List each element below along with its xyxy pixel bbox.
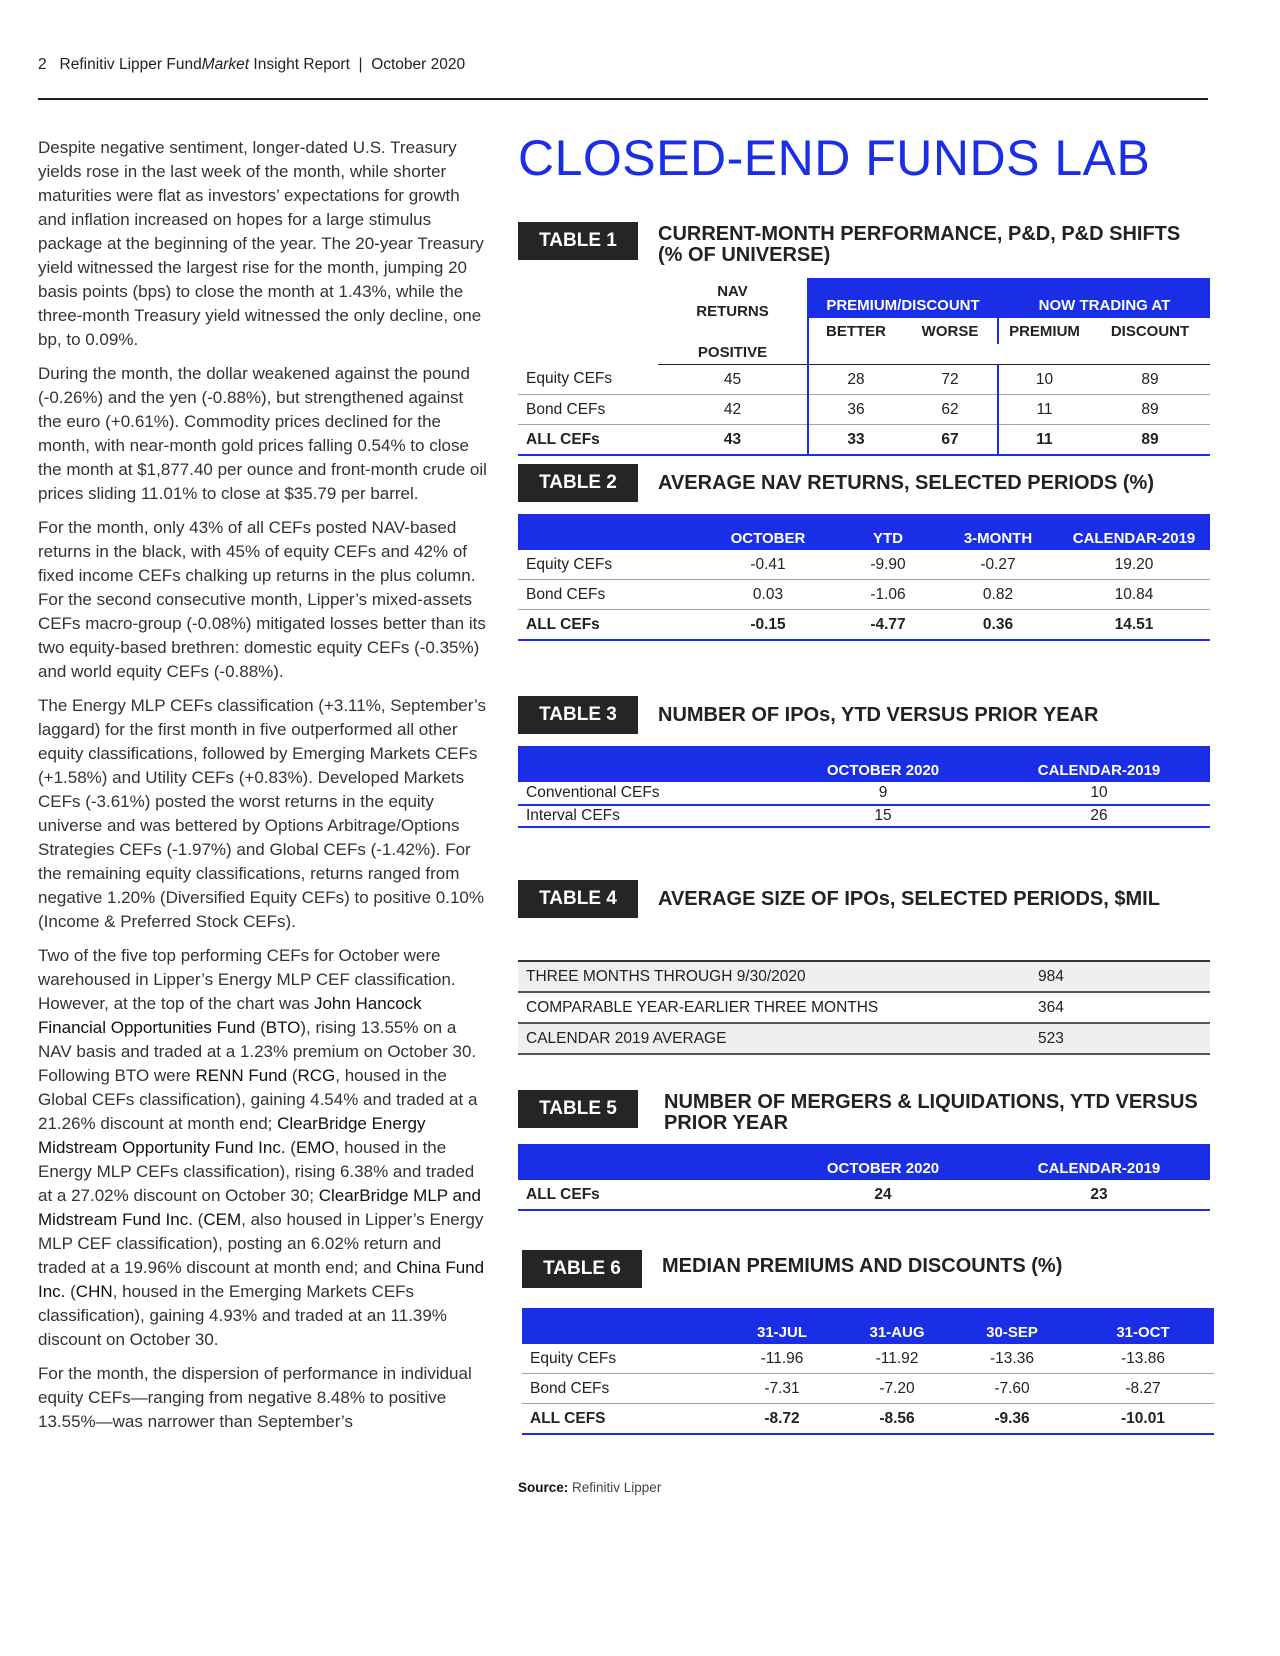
ticker: BTO (265, 1018, 301, 1037)
table-row: Bond CEFs -7.31 -7.20 -7.60 -8.27 (522, 1374, 1214, 1404)
report-date: October 2020 (371, 56, 466, 73)
table-2-grid (518, 514, 1210, 641)
report-name: Refinitiv Lipper FundMarket Insight Report (59, 56, 350, 73)
fund-name: ClearBridge Energy Midstream Opportunity Fund Inc. (38, 1114, 426, 1157)
table-row: THREE MONTHS THROUGH 9/30/2020 984 (518, 961, 1210, 992)
page-header (38, 56, 465, 74)
fund-name: China Fund Inc. (38, 1258, 485, 1301)
col-header: CALENDAR-2019 (1037, 762, 1161, 779)
table-title: CURRENT-MONTH PERFORMANCE, P&D, P&D SHIFTS (% OF UNIVERSE) (658, 223, 1181, 266)
col-header-discount: DISCOUNT (1110, 322, 1190, 340)
table-row: Bond CEFs 42 36 62 11 89 (518, 395, 1210, 425)
table-title: MEDIAN PREMIUMS AND DISCOUNTS (%) (662, 1255, 1063, 1277)
table-3-grid (518, 746, 1210, 828)
col-header: 31-OCT (1116, 1324, 1170, 1341)
source-note: Source: Refinitiv Lipper (518, 1480, 662, 1495)
table-row: COMPARABLE YEAR-EARLIER THREE MONTHS 364 (518, 992, 1210, 1023)
table-label: TABLE 1 (518, 222, 638, 260)
col-header-better: BETTER (826, 322, 886, 340)
table-row: CALENDAR 2019 AVERAGE 523 (518, 1023, 1210, 1054)
table-row: ALL CEFs 43 33 67 11 89 (518, 425, 1210, 456)
header-rule (38, 98, 1208, 100)
table-4-grid (518, 960, 1210, 1055)
col-header: OCTOBER (730, 530, 806, 547)
paragraph: During the month, the dollar weakened against the pound (-0.26%) and the yen (-0.88%), but strengthened against the euro (+0.61%). Commodity prices declined for the month, with near-month gold prices falling 0.54% to close the month at $1,877.40 per ounce and front-month crude oil prices sliding 11.01% to close at $35.79 per barrel. (38, 364, 487, 503)
paragraph: For the month, the dispersion of performance in individual equity CEFs—ranging from negative 8.48% to positive 13.55%—was narrower than September’s (38, 1364, 472, 1431)
col-header: 31-JUL (756, 1324, 808, 1341)
col-header-now-trading: NOW TRADING AT (998, 278, 1210, 318)
col-header-nav: NAV RETURNS (658, 278, 808, 344)
table-title: NUMBER OF MERGERS & LIQUIDATIONS, YTD VERSUS PRIOR YEAR (664, 1091, 1198, 1134)
section-title: CLOSED-END FUNDS LAB (518, 130, 1151, 186)
paragraph: The Energy MLP CEFs classification (+3.11%, September’s laggard) for the first month in five outperformed all other equity classifications, followed by Emerging Markets CEFs (+1.58%) and Utility CEFs (+0.83%). Developed Markets CEFs (-3.61%) posted the worst returns in the equity universe and was bettered by Options Arbitrage/Options Strategies CEFs (-1.97%) and Global CEFs (-1.42%). For the remaining equity classifications, returns ranged from negative 1.20% (Diversified Equity CEFs) to positive 0.10% (Income & Preferred Stock CEFs). (38, 696, 487, 931)
col-header: CALENDAR-2019 (1037, 1160, 1161, 1177)
table-label: TABLE 3 (518, 696, 638, 734)
table-row: Bond CEFs 0.03 -1.06 0.82 10.84 (518, 580, 1210, 610)
table-label: TABLE 4 (518, 880, 638, 918)
body-text-column (38, 136, 488, 1444)
page-number: 2 (38, 56, 47, 73)
table-row: ALL CEFs -0.15 -4.77 0.36 14.51 (518, 610, 1210, 641)
table-row: ALL CEFs 24 23 (518, 1180, 1210, 1210)
col-header: YTD (873, 530, 903, 547)
ticker: CEM (203, 1210, 242, 1229)
closed-end-funds-lab (518, 130, 1210, 1495)
table-6-grid (522, 1308, 1214, 1435)
table-label: TABLE 2 (518, 464, 638, 502)
header-separator: | (358, 56, 363, 73)
table-title: NUMBER OF IPOs, YTD VERSUS PRIOR YEAR (658, 704, 1099, 726)
table-title: AVERAGE NAV RETURNS, SELECTED PERIODS (%) (658, 472, 1154, 494)
col-header-premium-discount: PREMIUM/DISCOUNT (808, 278, 998, 318)
col-header: CALENDAR-2019 (1072, 530, 1196, 547)
col-header-premium: PREMIUM (1009, 322, 1080, 340)
table-row: Equity CEFs -11.96 -11.92 -13.36 -13.86 (522, 1344, 1214, 1374)
paragraph: Despite negative sentiment, longer-dated U.S. Treasury yields rose in the last week of the month, while shorter maturities were flat as investors’ expectations for growth and inflation increased on hopes for a large stimulus package at the beginning of the year. The 20-year Treasury yield witnessed the largest rise for the month, jumping 20 basis points (bps) to close the month at 1.43%, while the three-month Treasury yield witnessed the only decline, one bp, to 0.09%. (38, 138, 484, 349)
ticker: RCG (297, 1066, 336, 1085)
table-row: Interval CEFs 15 26 (518, 805, 1210, 827)
table-row: Equity CEFs 45 28 72 10 89 (518, 365, 1210, 395)
col-header: 30-SEP (986, 1324, 1038, 1341)
fund-name: RENN Fund (195, 1066, 288, 1085)
table-row: Conventional CEFs 9 10 (518, 782, 1210, 805)
table-row: ALL CEFS -8.72 -8.56 -9.36 -10.01 (522, 1404, 1214, 1435)
col-header-worse: WORSE (903, 318, 998, 344)
paragraph: For the month, only 43% of all CEFs posted NAV-based returns in the black, with 45% of equity CEFs and 42% of fixed income CEFs chalking up returns in the plus column. For the second consecutive month, Lipper’s mixed-assets CEFs macro-group (-0.08%) mitigated losses better than its two equity-based brethren: domestic equity CEFs (-0.35%) and world equity CEFs (-0.88%). (38, 518, 486, 681)
table-label: TABLE 6 (522, 1250, 642, 1288)
table-1-grid: NAV RETURNS PREMIUM/DISCOUNT NOW TRADING AT BETTER WORSE PREMIUM DISCOUNT POSITIVE Equity CEFs 45 28 72 10 89 Bond CEFs 42 36 62 11 89 ALL CEFs 43 33 67 11 89 (518, 278, 1210, 456)
table-5-grid (518, 1144, 1210, 1211)
ticker: EMO (295, 1138, 335, 1157)
ticker: CHN (75, 1282, 113, 1301)
fund-name: ClearBridge MLP and Midstream Fund Inc. (38, 1186, 481, 1229)
paragraph: Two of the five top performing CEFs for October were warehoused in Lipper’s Energy MLP CEF classification. However, at the top of the chart was John Hancock Financial Opportunities Fund (BTO), rising 13.55% on a NAV basis and traded at a 1.23% premium on October 30. Following BTO were RENN Fund (RCG, housed in the Global CEFs classification), gaining 4.54% and traded at a 21.26% discount at month end; ClearBridge Energy Midstream Opportunity Fund Inc. (EMO, housed in the Energy MLP CEFs classification), rising 6.38% and traded at a 27.02% discount on October 30; ClearBridge MLP and Midstream Fund Inc. (CEM, also housed in Lipper’s Energy MLP CEF classification), posting an 6.02% return and traded at a 19.96% discount at month end; and China Fund Inc. (CHN, housed in the Emerging Markets CEFs classification), gaining 4.93% and traded at an 11.39% discount on October 30. (38, 946, 485, 1349)
col-header: OCTOBER 2020 (826, 1160, 940, 1177)
fund-name: John Hancock Financial Opportunities Fund (38, 994, 422, 1037)
col-header: OCTOBER 2020 (826, 762, 940, 779)
table-label: TABLE 5 (518, 1090, 638, 1128)
col-header: 3-MONTH (963, 530, 1033, 547)
table-title: AVERAGE SIZE OF IPOs, SELECTED PERIODS, $MIL (658, 888, 1160, 910)
col-header: 31-AUG (869, 1324, 925, 1341)
table-row: Equity CEFs -0.41 -9.90 -0.27 19.20 (518, 550, 1210, 580)
